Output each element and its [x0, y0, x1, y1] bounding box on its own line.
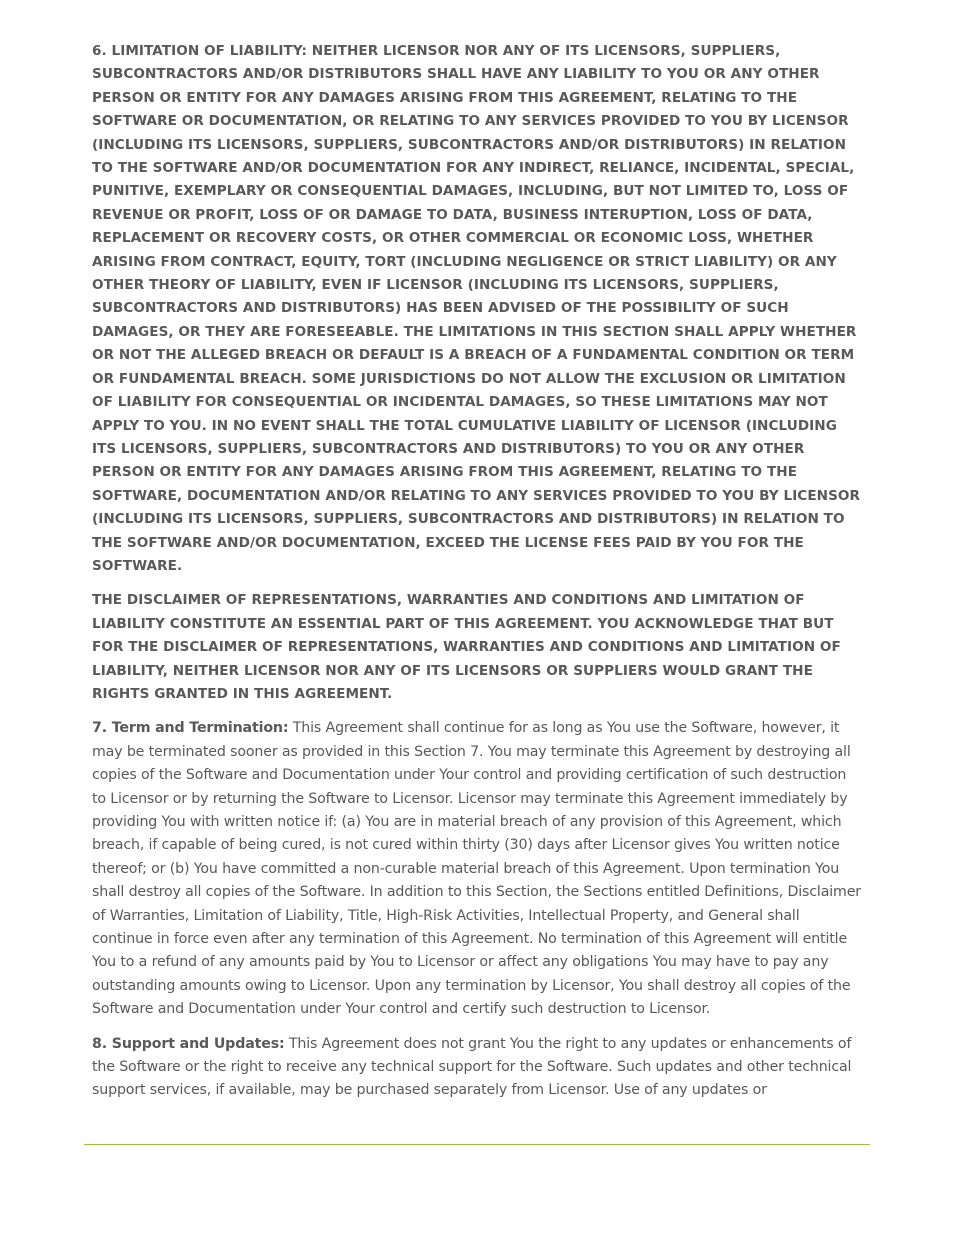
term-and-termination-heading: 7. Term and Termination:: [92, 720, 289, 737]
document-body: [92, 40, 862, 1114]
disclaimer-paragraph: THE DISCLAIMER OF REPRESENTATIONS, WARRANTIES AND CONDITIONS AND LIMITATION OF LIABILITY CONSTITUTE AN ESSENTIAL PART OF THIS AGREEMENT. YOU ACKNOWLEDGE THAT BUT FOR THE DISCLAIMER OF REPRESENTATIONS, WARRANTIES AND CONDITIONS AND LIMITATION OF LIABILITY, NEITHER LICENSOR NOR ANY OF ITS LICENSORS OR SUPPLIERS WOULD GRANT THE RIGHTS GRANTED IN THIS AGREEMENT.: [92, 592, 841, 702]
support-and-updates-body: This Agreement does not grant You the right to any updates or enhancements of the Software or the right to receive any technical support for the Software. Such updates and other technical support services, if available, may be purchased separately from Licensor. Use of any updates or: [92, 1035, 852, 1099]
footer-divider: [84, 1144, 870, 1145]
limitation-of-liability-paragraph: 6. LIMITATION OF LIABILITY: NEITHER LICENSOR NOR ANY OF ITS LICENSORS, SUPPLIERS, SUBCONTRACTORS AND/OR DISTRIBUTORS SHALL HAVE ANY LIABILITY TO YOU OR ANY OTHER PERSON OR ENTITY FOR ANY DAMAGES ARISING FROM THIS AGREEMENT, RELATING TO THE SOFTWARE OR DOCUMENTATION, OR RELATING TO ANY SERVICES PROVIDED TO YOU BY LICENSOR (INCLUDING ITS LICENSORS, SUPPLIERS, SUBCONTRACTORS AND/OR DISTRIBUTORS) IN RELATION TO THE SOFTWARE AND/OR DOCUMENTATION FOR ANY INDIRECT, RELIANCE, INCIDENTAL, SPECIAL, PUNITIVE, EXEMPLARY OR CONSEQUENTIAL DAMAGES, INCLUDING, BUT NOT LIMITED TO, LOSS OF REVENUE OR PROFIT, LOSS OF OR DAMAGE TO DATA, BUSINESS INTERUPTION, LOSS OF DATA, REPLACEMENT OR RECOVERY COSTS, OR OTHER COMMERCIAL OR ECONOMIC LOSS, WHETHER ARISING FROM CONTRACT, EQUITY, TORT (INCLUDING NEGLIGENCE OR STRICT LIABILITY) OR ANY OTHER THEORY OF LIABILITY, EVEN IF LICENSOR (INCLUDING ITS LICENSORS, SUPPLIERS, SUBCONTRACTORS AND DISTRIBUTORS) HAS BEEN ADVISED OF THE POSSIBILITY OF SUCH DAMAGES, OR THEY ARE FORESEEABLE. THE LIMITATIONS IN THIS SECTION SHALL APPLY WHETHER OR NOT THE ALLEGED BREACH OR DEFAULT IS A BREACH OF A FUNDAMENTAL CONDITION OR TERM OR FUNDAMENTAL BREACH. SOME JURISDICTIONS DO NOT ALLOW THE EXCLUSION OR LIMITATION OF LIABILITY FOR CONSEQUENTIAL OR INCIDENTAL DAMAGES, SO THESE LIMITATIONS MAY NOT APPLY TO YOU. IN NO EVENT SHALL THE TOTAL CUMULATIVE LIABILITY OF LICENSOR (INCLUDING ITS LICENSORS, SUPPLIERS, SUBCONTRACTORS AND DISTRIBUTORS) TO YOU OR ANY OTHER PERSON OR ENTITY FOR ANY DAMAGES ARISING FROM THIS AGREEMENT, RELATING TO THE SOFTWARE, DOCUMENTATION AND/OR RELATING TO ANY SERVICES PROVIDED TO YOU BY LICENSOR (INCLUDING ITS LICENSORS, SUPPLIERS, SUBCONTRACTORS AND DISTRIBUTORS) IN RELATION TO THE SOFTWARE AND/OR DOCUMENTATION, EXCEED THE LICENSE FEES PAID BY YOU FOR THE SOFTWARE.: [92, 43, 861, 574]
support-and-updates-paragraph: [92, 1033, 862, 1103]
term-and-termination-paragraph: [92, 717, 862, 1021]
term-and-termination-body: This Agreement shall continue for as long as You use the Software, however, it may be terminated sooner as provided in this Section 7. You may terminate this Agreement by destroying all copies of the Software and Documentation under Your control and providing certification of such destruction to Licensor or by returning the Software to Licensor. Licensor may terminate this Agreement immediately by providing You with written notice if: (a) You are in material breach of any provision of this Agreement, which breach, if capable of being cured, is not cured within thirty (30) days after Licensor gives You written notice thereof; or (b) You have committed a non-curable material breach of this Agreement. Upon termination You shall destroy all copies of the Software. In addition to this Section, the Sections entitled Definitions, Disclaimer of Warranties, Limitation of Liability, Title, High-Risk Activities, Intellectual Property, and General shall continue in force even after any termination of this Agreement. No termination of this Agreement will entitle You to a refund of any amounts paid by You to Licensor or affect any obligations You may have to pay any outstanding amounts owing to Licensor. Upon any termination by Licensor, You shall destroy all copies of the Software and Documentation under Your control and certify such destruction to Licensor.: [92, 720, 861, 1018]
support-and-updates-heading: 8. Support and Updates:: [92, 1035, 285, 1052]
